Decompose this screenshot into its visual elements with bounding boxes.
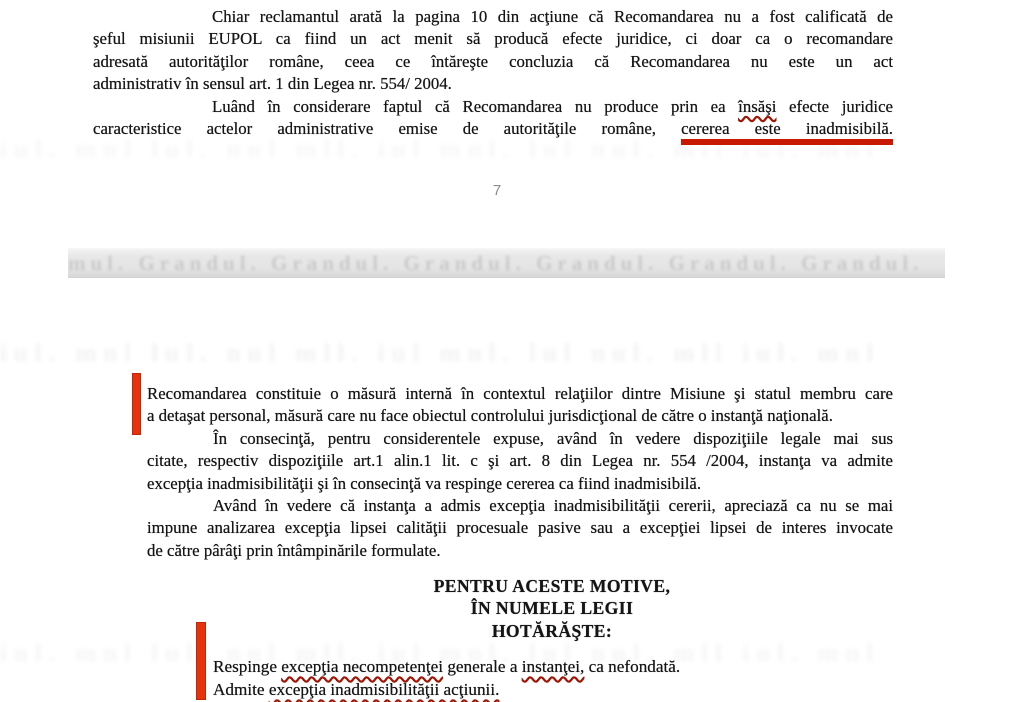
paragraph-reclamant (93, 6, 893, 96)
page-number: 7 (492, 182, 502, 199)
heading-line: ÎN NUMELE LEGII (470, 598, 634, 619)
paragraph-in-consecinta (147, 428, 893, 495)
text-line: Chiar reclamantul arată la pagina 10 din acţiune că Recomandarea nu a fost calificată de (212, 7, 893, 26)
paragraph-recomandarea-masura-interna (147, 383, 893, 428)
page-7-text-block (93, 6, 893, 140)
text-line: de către pârâţi prin întâmpinările formulate. (147, 540, 441, 560)
paragraph-avand-in-vedere (147, 495, 893, 562)
red-highlight-bar (132, 373, 141, 435)
paragraph-luand-in-considerare (93, 96, 893, 141)
text-line: Luând în considerare faptul că Recomandarea nu produce prin ea însăşi efecte juridice (212, 96, 893, 116)
red-squiggle-annotation: excepţia inadmisibilităţii acţiunii. (268, 679, 500, 699)
heading-line: PENTRU ACESTE MOTIVE, (433, 576, 671, 596)
text-line: Admite excepţia inadmisibilităţii acţiunii. (213, 679, 500, 699)
red-highlight-bar (196, 622, 206, 700)
text-line: şeful misiunii EUPOL ca fiind un act menit să producă efecte juridice, ci doar ca o recomandare (93, 29, 893, 49)
red-underline-annotation: cererea este inadmisibilă. (681, 119, 893, 145)
text-line: caracteristice actelor administrative emise de autorităţile române, cererea este inadmisibilă. (93, 118, 893, 140)
red-squiggle-annotation: instanţei, (521, 657, 585, 676)
text-line: administrativ în sensul art. 1 din Legea nr. 554/ 2004. (93, 74, 452, 94)
text-line: Recomandarea constituie o măsură internă în contextul relaţiilor dintre Misiune şi statul membru care (147, 384, 893, 403)
ruling-lines-block (147, 656, 917, 702)
text-line: a detaşat personal, măsură care nu face obiectul controlului jurisdicţional de către o instanţă naţională. (147, 406, 833, 426)
text-line: Având în vedere că instanţa a admis excepţia inadmisibilităţii cererii, apreciază ca nu se mai (213, 495, 893, 515)
text-line: Respinge excepţia necompetenţei generale a instanţei, ca nefondată. (213, 657, 681, 676)
text-line: adresată autorităţilor române, ceea ce întăreşte concluzia că Recomandarea nu este un act (93, 51, 893, 71)
red-squiggle-annotation: însăşi (738, 96, 777, 116)
heading-line: HOTĂRĂŞTE: (491, 620, 613, 641)
page-separator-band (68, 248, 945, 278)
separator-bleed-texture: mul. Grandul. Grandul. Grandul. Grandul. Grandul. Grandul. (68, 251, 924, 275)
decision-heading (147, 575, 957, 642)
red-squiggle-annotation: excepţia necompetenţei (281, 657, 444, 676)
scan-bleed-texture: iul. mnl lul. nul mll. iul mnl. lul nul. mll iul. mnl (0, 340, 881, 367)
text-line: citate, respectiv dispoziţiile art.1 alin.1 lit. c şi art. 8 din Legea nr. 554 /2004, instanţa va admite (147, 451, 893, 471)
text-line: În consecinţă, pentru considerentele expuse, având în vedere dispoziţiile legale mai sus (213, 428, 893, 448)
page-8-text-block (147, 383, 893, 562)
text-line: impune analizarea excepţia lipsei calităţii procesuale pasive sau a excepţiei lipsei de interes invocate (147, 518, 893, 538)
text-line: excepţia inadmisibilităţii şi în consecinţă va respinge cererea ca fiind inadmisibilă. (147, 473, 702, 493)
